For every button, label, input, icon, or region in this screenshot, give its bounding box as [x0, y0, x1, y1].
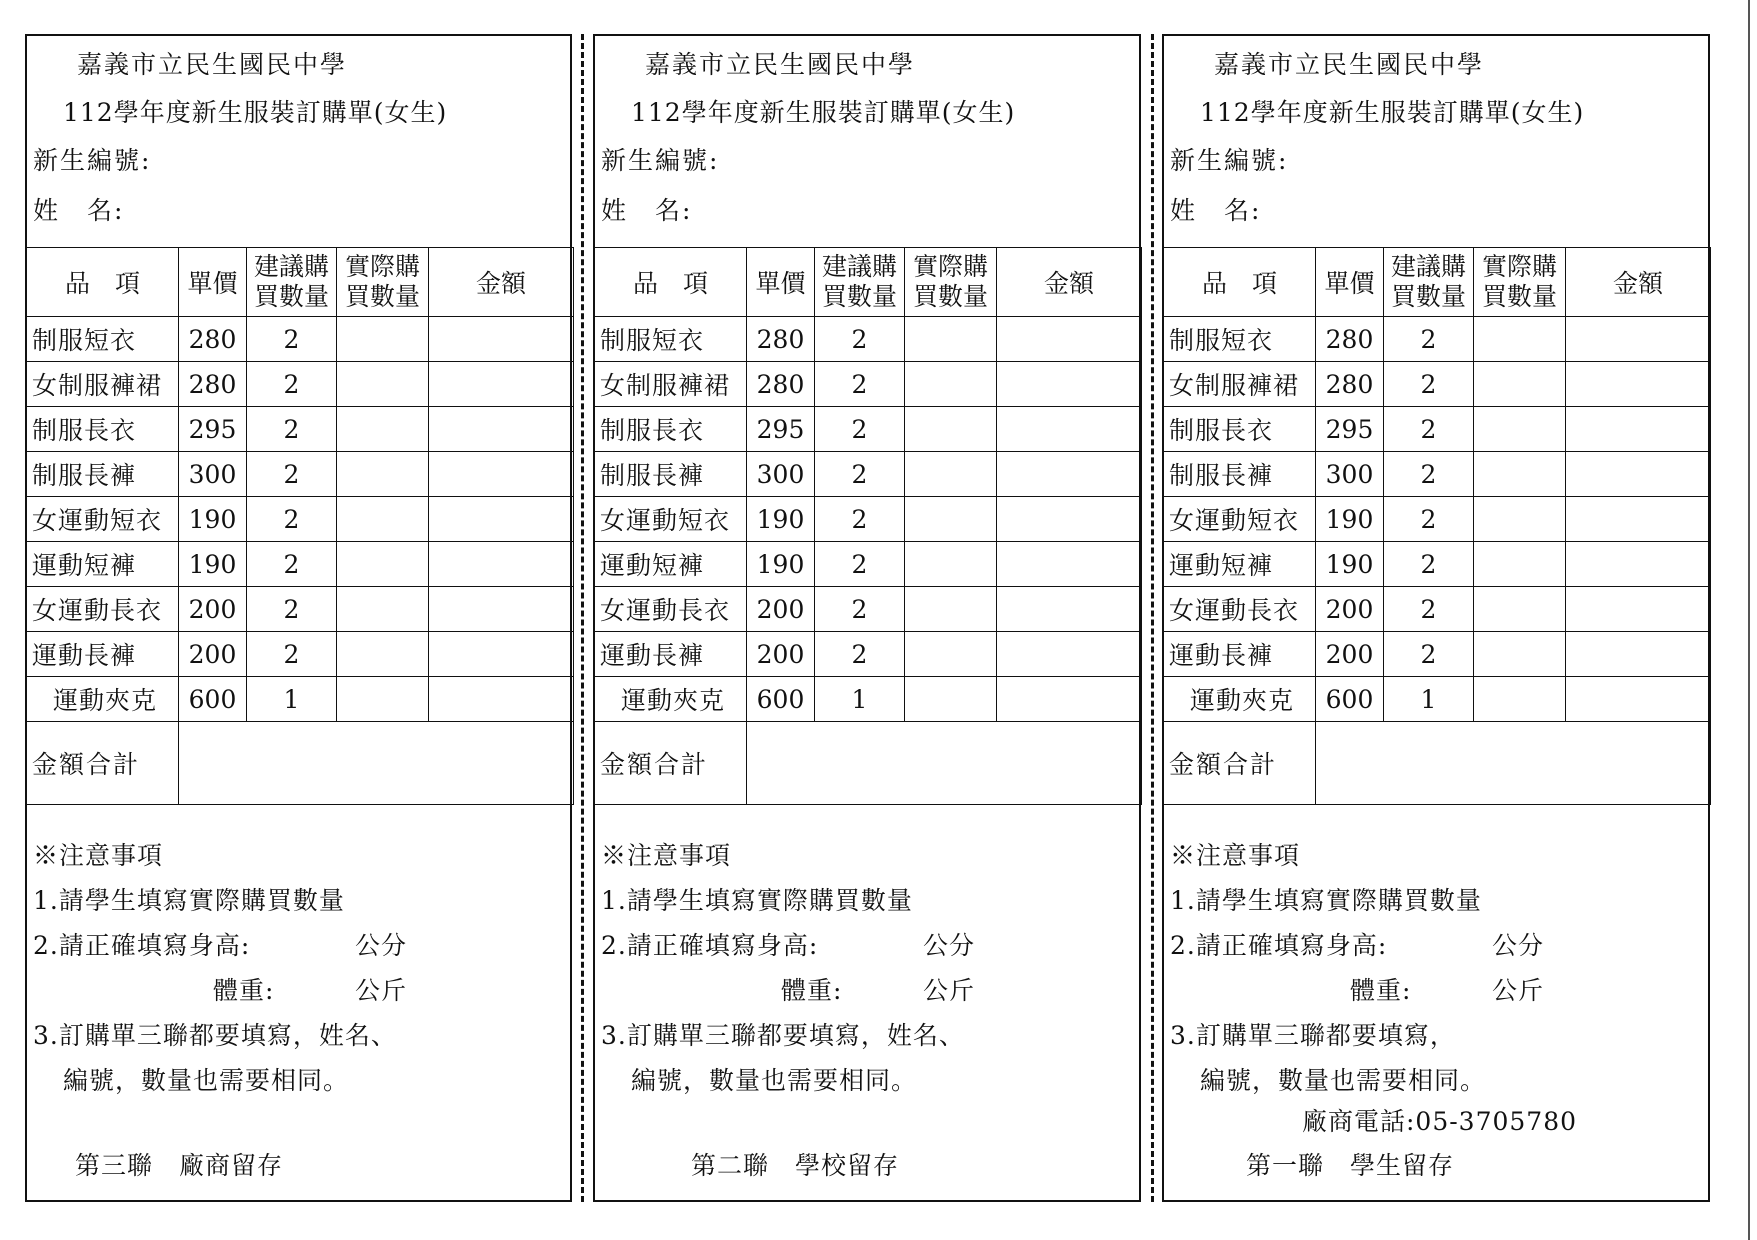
order-table	[594, 247, 1142, 805]
item-suggested-qty: 2	[247, 317, 337, 362]
note-1: 1.請學生填寫實際購買數量	[33, 886, 345, 915]
actual-qty-field[interactable]	[905, 542, 997, 587]
height-unit: 公分	[923, 931, 976, 960]
total-row	[595, 722, 1142, 805]
table-row	[595, 317, 1142, 362]
item-name: 制服長衣	[595, 407, 747, 452]
item-suggested-qty: 2	[247, 542, 337, 587]
notes-heading: ※注意事項	[33, 841, 164, 870]
item-price: 300	[1316, 452, 1384, 497]
table-row	[595, 407, 1142, 452]
total-row	[27, 722, 574, 805]
amount-field[interactable]	[997, 632, 1142, 677]
amount-field[interactable]	[1566, 497, 1711, 542]
table-row	[595, 497, 1142, 542]
table-row	[595, 632, 1142, 677]
table-row	[595, 362, 1142, 407]
note-2: 2.請正確填寫身高:	[1170, 931, 1388, 960]
amount-field[interactable]	[997, 452, 1142, 497]
column-header-actual-qty: 實際購 買數量	[1474, 248, 1566, 317]
item-price: 190	[1316, 497, 1384, 542]
amount-field[interactable]	[429, 587, 574, 632]
item-suggested-qty: 1	[815, 677, 905, 722]
actual-qty-field[interactable]	[337, 542, 429, 587]
actual-qty-field[interactable]	[337, 497, 429, 542]
order-form-copy-3	[25, 34, 572, 1202]
student-name-label: 姓 名:	[1170, 196, 1262, 225]
item-suggested-qty: 2	[815, 587, 905, 632]
amount-field[interactable]	[1566, 452, 1711, 497]
amount-field[interactable]	[1566, 407, 1711, 452]
item-name: 女制服褲裙	[1164, 362, 1316, 407]
item-price: 280	[179, 317, 247, 362]
item-name: 制服長褲	[595, 452, 747, 497]
amount-field[interactable]	[429, 542, 574, 587]
item-name: 制服短衣	[27, 317, 179, 362]
student-number-label: 新生編號:	[33, 146, 152, 175]
item-price: 600	[1316, 677, 1384, 722]
table-row	[595, 587, 1142, 632]
item-price: 280	[1316, 362, 1384, 407]
weight-label: 體重:	[781, 976, 843, 1005]
amount-field[interactable]	[429, 632, 574, 677]
item-name: 女運動短衣	[595, 497, 747, 542]
actual-qty-field[interactable]	[337, 317, 429, 362]
amount-field[interactable]	[429, 407, 574, 452]
form-title: 112學年度新生服裝訂購單(女生)	[631, 98, 1016, 127]
student-name-label: 姓 名:	[33, 196, 125, 225]
total-amount-field[interactable]	[1316, 722, 1711, 805]
item-price: 295	[1316, 407, 1384, 452]
table-row	[1164, 587, 1711, 632]
school-name: 嘉義市立民生國民中學	[77, 50, 348, 79]
amount-field[interactable]	[997, 677, 1142, 722]
table-row	[27, 317, 574, 362]
item-name: 運動夾克	[1164, 677, 1316, 722]
item-price: 200	[1316, 632, 1384, 677]
amount-field[interactable]	[429, 362, 574, 407]
column-header-suggested-qty: 建議購 買數量	[815, 248, 905, 317]
student-number-label: 新生編號:	[1170, 146, 1289, 175]
item-name: 女制服褲裙	[595, 362, 747, 407]
actual-qty-field[interactable]	[337, 452, 429, 497]
amount-field[interactable]	[429, 317, 574, 362]
item-name: 制服長衣	[27, 407, 179, 452]
item-name: 運動夾克	[27, 677, 179, 722]
table-row	[1164, 632, 1711, 677]
table-row	[27, 542, 574, 587]
item-price: 295	[179, 407, 247, 452]
item-name: 運動短褲	[1164, 542, 1316, 587]
item-suggested-qty: 2	[1384, 632, 1474, 677]
item-suggested-qty: 2	[815, 362, 905, 407]
actual-qty-field[interactable]	[905, 677, 997, 722]
note-2: 2.請正確填寫身高:	[33, 931, 251, 960]
amount-field[interactable]	[1566, 677, 1711, 722]
order-form-copy-2	[593, 34, 1141, 1202]
height-unit: 公分	[355, 931, 408, 960]
actual-qty-field[interactable]	[1474, 497, 1566, 542]
item-suggested-qty: 2	[247, 632, 337, 677]
actual-qty-field[interactable]	[1474, 587, 1566, 632]
item-name: 運動長褲	[27, 632, 179, 677]
total-label: 金額合計	[595, 722, 747, 805]
column-header-item: 品 項	[1164, 248, 1316, 317]
note-3-continued: 編號，數量也需要相同。	[63, 1066, 350, 1095]
item-price: 295	[747, 407, 815, 452]
actual-qty-field[interactable]	[1474, 317, 1566, 362]
item-price: 300	[179, 452, 247, 497]
table-row	[27, 587, 574, 632]
item-suggested-qty: 2	[1384, 542, 1474, 587]
item-name: 女運動長衣	[595, 587, 747, 632]
actual-qty-field[interactable]	[337, 362, 429, 407]
table-row	[1164, 362, 1711, 407]
actual-qty-field[interactable]	[905, 632, 997, 677]
scan-edge	[1748, 0, 1750, 1240]
school-name: 嘉義市立民生國民中學	[1214, 50, 1485, 79]
item-name: 女運動短衣	[1164, 497, 1316, 542]
note-3: 3.訂購單三聯都要填寫，姓名、	[601, 1021, 965, 1050]
actual-qty-field[interactable]	[1474, 632, 1566, 677]
item-suggested-qty: 2	[815, 497, 905, 542]
item-suggested-qty: 2	[1384, 587, 1474, 632]
total-row	[1164, 722, 1711, 805]
item-name: 制服長褲	[27, 452, 179, 497]
item-suggested-qty: 2	[1384, 407, 1474, 452]
copy-label: 第一聯 學生留存	[1246, 1151, 1455, 1180]
order-table	[26, 247, 574, 805]
amount-field[interactable]	[1566, 362, 1711, 407]
weight-unit: 公斤	[355, 976, 408, 1005]
actual-qty-field[interactable]	[337, 677, 429, 722]
item-price: 300	[747, 452, 815, 497]
order-form-copy-1	[1162, 34, 1710, 1202]
table-row	[595, 542, 1142, 587]
table-row	[1164, 407, 1711, 452]
item-name: 運動短褲	[595, 542, 747, 587]
item-price: 600	[179, 677, 247, 722]
item-suggested-qty: 2	[815, 317, 905, 362]
amount-field[interactable]	[1566, 587, 1711, 632]
item-price: 280	[179, 362, 247, 407]
item-name: 女制服褲裙	[27, 362, 179, 407]
note-1: 1.請學生填寫實際購買數量	[1170, 886, 1482, 915]
item-name: 制服短衣	[595, 317, 747, 362]
item-suggested-qty: 2	[1384, 452, 1474, 497]
actual-qty-field[interactable]	[337, 587, 429, 632]
amount-field[interactable]	[997, 407, 1142, 452]
actual-qty-field[interactable]	[1474, 362, 1566, 407]
amount-field[interactable]	[997, 317, 1142, 362]
item-price: 200	[1316, 587, 1384, 632]
table-header-row	[595, 248, 1142, 317]
item-suggested-qty: 2	[815, 452, 905, 497]
table-row	[1164, 542, 1711, 587]
actual-qty-field[interactable]	[905, 407, 997, 452]
weight-unit: 公斤	[1492, 976, 1545, 1005]
table-header-row	[27, 248, 574, 317]
actual-qty-field[interactable]	[905, 452, 997, 497]
table-row	[1164, 452, 1711, 497]
item-suggested-qty: 2	[247, 362, 337, 407]
total-amount-field[interactable]	[179, 722, 574, 805]
item-suggested-qty: 2	[1384, 317, 1474, 362]
column-header-item: 品 項	[27, 248, 179, 317]
item-suggested-qty: 2	[247, 407, 337, 452]
vendor-phone: 廠商電話:05-3705780	[1302, 1107, 1578, 1136]
item-suggested-qty: 1	[247, 677, 337, 722]
order-table	[1163, 247, 1711, 805]
item-name: 運動長褲	[595, 632, 747, 677]
table-row	[595, 452, 1142, 497]
column-header-price: 單價	[747, 248, 815, 317]
amount-field[interactable]	[997, 497, 1142, 542]
actual-qty-field[interactable]	[905, 362, 997, 407]
column-header-item: 品 項	[595, 248, 747, 317]
item-name: 運動短褲	[27, 542, 179, 587]
item-price: 280	[1316, 317, 1384, 362]
item-name: 制服短衣	[1164, 317, 1316, 362]
column-header-actual-qty: 實際購 買數量	[337, 248, 429, 317]
amount-field[interactable]	[1566, 632, 1711, 677]
item-name: 制服長褲	[1164, 452, 1316, 497]
actual-qty-field[interactable]	[1474, 542, 1566, 587]
student-number-label: 新生編號:	[601, 146, 720, 175]
note-1: 1.請學生填寫實際購買數量	[601, 886, 913, 915]
item-price: 190	[179, 497, 247, 542]
table-row	[1164, 677, 1711, 722]
amount-field[interactable]	[1566, 542, 1711, 587]
actual-qty-field[interactable]	[337, 632, 429, 677]
item-suggested-qty: 2	[247, 587, 337, 632]
total-label: 金額合計	[1164, 722, 1316, 805]
item-price: 280	[747, 362, 815, 407]
note-3-continued: 編號，數量也需要相同。	[631, 1066, 918, 1095]
table-row	[27, 452, 574, 497]
column-header-price: 單價	[1316, 248, 1384, 317]
school-name: 嘉義市立民生國民中學	[645, 50, 916, 79]
item-name: 運動夾克	[595, 677, 747, 722]
table-row	[27, 632, 574, 677]
actual-qty-field[interactable]	[1474, 452, 1566, 497]
cut-line	[1151, 34, 1154, 1202]
notes-heading: ※注意事項	[601, 841, 732, 870]
item-suggested-qty: 2	[815, 632, 905, 677]
copy-label: 第三聯 廠商留存	[75, 1151, 284, 1180]
item-suggested-qty: 1	[1384, 677, 1474, 722]
item-price: 190	[747, 542, 815, 587]
item-suggested-qty: 2	[1384, 362, 1474, 407]
item-price: 600	[747, 677, 815, 722]
note-3: 3.訂購單三聯都要填寫，姓名、	[33, 1021, 397, 1050]
item-suggested-qty: 2	[247, 497, 337, 542]
actual-qty-field[interactable]	[337, 407, 429, 452]
table-row	[595, 677, 1142, 722]
amount-field[interactable]	[429, 452, 574, 497]
item-price: 200	[747, 587, 815, 632]
form-title: 112學年度新生服裝訂購單(女生)	[63, 98, 448, 127]
item-price: 280	[747, 317, 815, 362]
form-title: 112學年度新生服裝訂購單(女生)	[1200, 98, 1585, 127]
actual-qty-field[interactable]	[1474, 677, 1566, 722]
amount-field[interactable]	[429, 497, 574, 542]
weight-unit: 公斤	[923, 976, 976, 1005]
item-suggested-qty: 2	[815, 407, 905, 452]
height-unit: 公分	[1492, 931, 1545, 960]
note-2: 2.請正確填寫身高:	[601, 931, 819, 960]
column-header-amount: 金額	[1566, 248, 1711, 317]
table-header-row	[1164, 248, 1711, 317]
item-name: 制服長衣	[1164, 407, 1316, 452]
table-row	[27, 407, 574, 452]
amount-field[interactable]	[997, 542, 1142, 587]
amount-field[interactable]	[1566, 317, 1711, 362]
item-name: 女運動長衣	[1164, 587, 1316, 632]
item-price: 190	[179, 542, 247, 587]
item-suggested-qty: 2	[815, 542, 905, 587]
cut-line	[581, 34, 584, 1202]
column-header-amount: 金額	[429, 248, 574, 317]
item-name: 女運動短衣	[27, 497, 179, 542]
note-3: 3.訂購單三聯都要填寫，	[1170, 1021, 1456, 1050]
table-row	[1164, 497, 1711, 542]
item-name: 運動長褲	[1164, 632, 1316, 677]
column-header-amount: 金額	[997, 248, 1142, 317]
table-row	[27, 677, 574, 722]
actual-qty-field[interactable]	[905, 587, 997, 632]
amount-field[interactable]	[429, 677, 574, 722]
item-price: 200	[747, 632, 815, 677]
total-label: 金額合計	[27, 722, 179, 805]
student-name-label: 姓 名:	[601, 196, 693, 225]
item-price: 200	[179, 632, 247, 677]
weight-label: 體重:	[1350, 976, 1412, 1005]
table-row	[1164, 317, 1711, 362]
table-row	[27, 497, 574, 542]
item-suggested-qty: 2	[247, 452, 337, 497]
item-price: 190	[747, 497, 815, 542]
column-header-suggested-qty: 建議購 買數量	[247, 248, 337, 317]
column-header-price: 單價	[179, 248, 247, 317]
column-header-suggested-qty: 建議購 買數量	[1384, 248, 1474, 317]
weight-label: 體重:	[213, 976, 275, 1005]
amount-field[interactable]	[997, 587, 1142, 632]
column-header-actual-qty: 實際購 買數量	[905, 248, 997, 317]
actual-qty-field[interactable]	[905, 317, 997, 362]
actual-qty-field[interactable]	[1474, 407, 1566, 452]
item-suggested-qty: 2	[1384, 497, 1474, 542]
copy-label: 第二聯 學校留存	[691, 1151, 900, 1180]
item-price: 190	[1316, 542, 1384, 587]
actual-qty-field[interactable]	[905, 497, 997, 542]
total-amount-field[interactable]	[747, 722, 1142, 805]
item-name: 女運動長衣	[27, 587, 179, 632]
amount-field[interactable]	[997, 362, 1142, 407]
item-price: 200	[179, 587, 247, 632]
note-3-continued: 編號，數量也需要相同。	[1200, 1066, 1487, 1095]
notes-heading: ※注意事項	[1170, 841, 1301, 870]
table-row	[27, 362, 574, 407]
